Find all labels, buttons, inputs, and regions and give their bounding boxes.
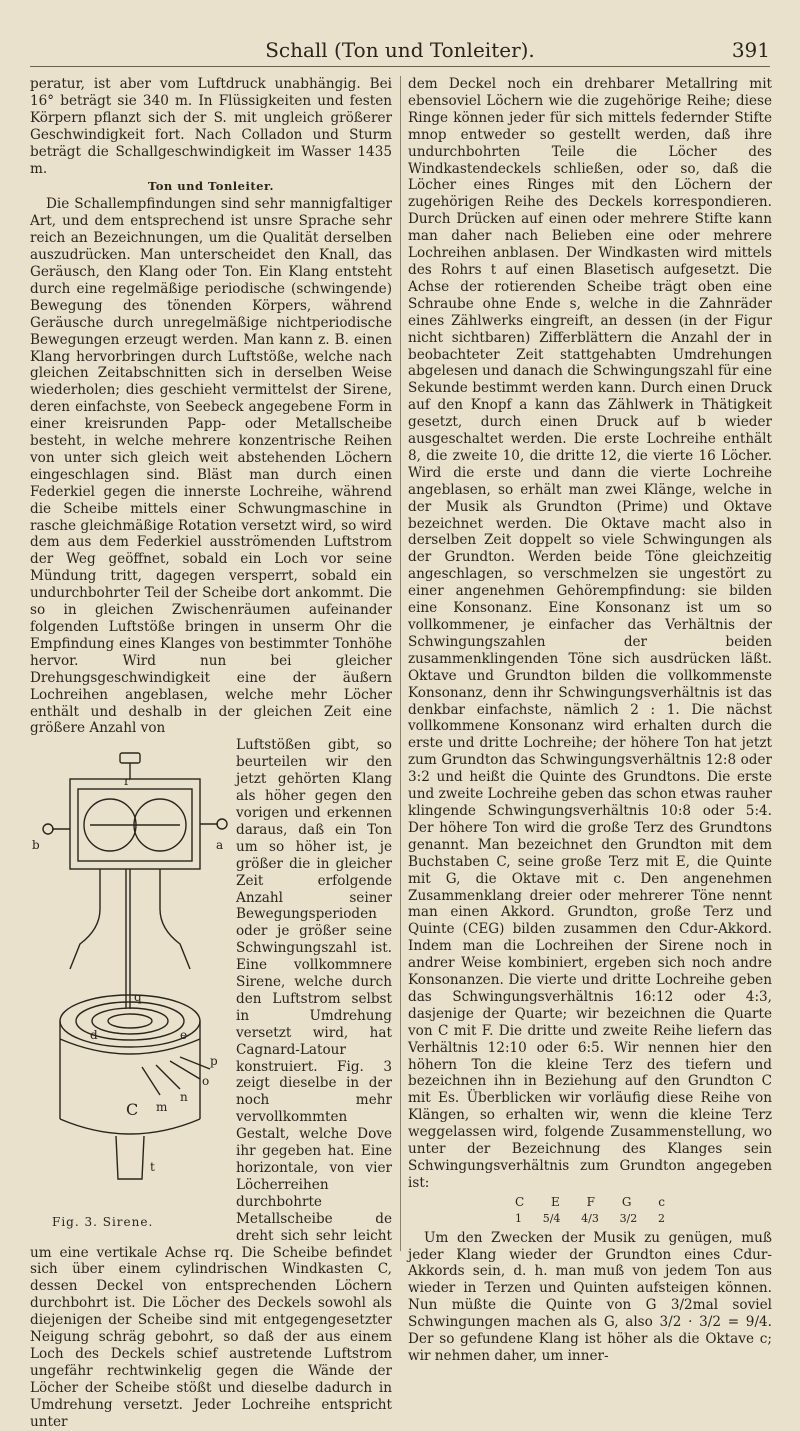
ratio: 4/3 [581, 1211, 599, 1225]
svg-text:C: C [126, 1100, 139, 1120]
section-subheading: Ton und Tonleiter. [148, 179, 274, 194]
page-header [30, 36, 770, 67]
ratio: 5/4 [542, 1211, 561, 1225]
svg-text:d: d [90, 1028, 98, 1043]
ratio: 3/2 [619, 1211, 638, 1225]
ratio: 1 [515, 1211, 522, 1225]
svg-text:a: a [216, 838, 224, 853]
note: F [586, 1194, 595, 1209]
right-column [408, 76, 772, 1365]
svg-text:p: p [210, 1054, 218, 1069]
svg-text:b: b [32, 838, 40, 853]
running-title: Schall (Ton und Tonleiter). [265, 38, 535, 62]
paragraph: Luftstößen gibt, so beurteilen wir den jetzt gehörten Klang als höher gegen den vorigen und erkennen daraus, daß ein Ton um so höher ist, je größer die in gleicher Zeit erfolgende Anzahl seiner Bewegungsperioden oder je größer seine Schwingungszahl ist. Eine vollkommnere Sirene, welche durch den Luftstrom selbst in Umdrehung versetzt wird, hat Cagnard-Latour konstruiert. Fig. 3 zeigt dieselbe in der noch mehr vervollkommten Gestalt, welche Dove ihr gegeben hat. Eine horizontale, von vier Löcherreihen durchbohrte Metallscheibe de dreht sich sehr leicht um eine vertikale Achse rq. Die Scheibe befindet sich über einem cylindrischen Windkasten C, dessen Deckel von entsprechenden Löchern durchbohrt ist. Die Löcher des Deckels sowohl als diejenigen der Scheibe sind mit entgegengesetzter Neigung schräg gebohrt, so daß der aus einem Loch des Deckels schief austretende Luftstrom ungefähr rechtwinkelig gegen die Wände der Löcher der Scheibe stößt und dieselbe dadurch in Umdrehung versetzt. Jeder Lochreihe entspricht unter [30, 737, 392, 1430]
svg-text:e: e [180, 1028, 188, 1043]
note: E [551, 1194, 560, 1209]
ratio: 2 [657, 1211, 665, 1225]
ratio-row [515, 1211, 665, 1228]
note: C [515, 1194, 525, 1209]
svg-text:m: m [156, 1100, 168, 1115]
note-row [515, 1194, 665, 1211]
svg-text:o: o [202, 1074, 210, 1089]
svg-text:q: q [134, 990, 142, 1005]
left-column [30, 76, 392, 1431]
paragraph: peratur, ist aber vom Luftdruck unabhängig. Bei 16° beträgt sie 340 m. In Flüssigkeiten und festen Körpern pflanzt sich der S. mit ungleich größerer Geschwindigkeit fort. Nach Colladon und Sturm beträgt die Schallgeschwindigkeit im Wasser 1435 m. [30, 76, 392, 177]
paragraph: Die Schallempfindungen sind sehr mannigfaltiger Art, und dem entsprechend ist unsre Sprache sehr reich an Bezeichnungen, um die Qualität derselben auszudrücken. Man unterscheidet den Knall, das Geräusch, den Klang oder Ton. Ein Klang entsteht durch eine regelmäßige periodische (schwingende) Bewegung des tönenden Körpers, während Geräusche durch unregelmäßige nichtperiodische Bewegungen erzeugt werden. Man kann z. B. einen Klang hervorbringen durch Luftstöße, welche nach gleichen Zeitabschnitten sich in derselben Weise wiederholen; dies geschieht vermittelst der Sirene, deren einfachste, von Seebeck angegebene Form in einer kreisrunden Papp- oder Metallscheibe besteht, in welche mehrere konzentrische Reihen von unter sich gleich weit abstehenden Löchern eingeschlagen sind. Bläst man durch einen Federkiel gegen die innerste Lochreihe, während die Scheibe mittels einer Schwungmaschine in rasche gleichmäßige Rotation versetzt wird, so wird dem aus dem Federkiel ausströmenden Luftstrom der Weg geöffnet, sobald ein Loch vor seine Mündung tritt, dagegen versperrt, sobald ein undurchbohrter Teil der Scheibe dort ankommt. Die so in gleichen Zwischenräumen aufeinander folgenden Luftstöße bringen in unserm Ohr die Empfindung eines Klanges von bestimmter Tonhöhe hervor. Wird nun bei gleicher Drehungsgeschwindigkeit eine der äußern Lochreihen angeblasen, welche mehr Löcher enthält und deshalb in der gleichen Zeit eine größere Anzahl von [30, 196, 392, 737]
svg-text:r: r [124, 774, 130, 789]
paragraph: dem Deckel noch ein drehbarer Metallring mit ebensoviel Löchern wie die zugehörige Reihe; diese Ringe können jeder für sich mittels federnder Stifte mnop entweder so gestellt werden, daß ihre undurchbohrten Teile die Löcher des Windkastendeckels schließen, oder so, daß die Löcher eines Ringes mit den Löchern der zugehörigen Reihe des Deckels korrespondieren. Durch Drücken auf einen oder mehrere Stifte kann man daher nach Belieben eine oder mehrere Lochreihen anblasen. Der Windkasten wird mittels des Rohrs t auf einen Blasetisch aufgesetzt. Die Achse der rotierenden Scheibe trägt oben eine Schraube ohne Ende s, welche in die Zahnräder eines Zählwerks eingreift, an dessen (in der Figur nicht sichtbaren) Zifferblättern die Anzahl der in beobachteter Zeit stattgehabten Umdrehungen abgelesen und danach die Schwingungszahl für eine Sekunde bestimmt werden kann. Durch einen Druck auf den Knopf a kann das Zählwerk in Thätigkeit gesetzt, durch einen Druck auf b wieder ausgeschaltet werden. Die erste Lochreihe enthält 8, die zweite 10, die dritte 12, die vierte 16 Löcher. Wird die erste und dann die vierte Lochreihe angeblasen, so erhält man zwei Klänge, welche in der Musik als Grundton (Prime) und Oktave bezeichnet werden. Die Oktave macht also in derselben Zeit doppelt so viele Schwingungen als der Grundton. Werden beide Töne gleichzeitig angeschlagen, so verschmelzen sie ungestört zu einer angenehmen Gehörempfindung: sie bilden eine Konsonanz. Eine Konsonanz ist um so vollkommener, je einfacher das Verhältnis der Schwingungszahlen der beiden zusammenklingenden Töne sich ausdrücken läßt. Oktave und Grundton bilden die vollkommenste Konsonanz, denn ihr Schwingungsverhältnis ist das denkbar einfachste, nämlich 2 : 1. Die nächst vollkommene Konsonanz wird erhalten durch die erste und dritte Lochreihe; der höhere Ton hat jetzt zum Grundton das Schwingungsverhältnis 12:8 oder 3:2 und heißt die Quinte des Grundtons. Die erste und zweite Lochreihe geben das schon etwas rauher klingende Schwingungsverhältnis 10:8 oder 5:4. Der höhere Ton wird die große Terz des Grundtons genannt. Man bezeichnet den Grundton mit dem Buchstaben C, seine große Terz mit E, die Quinte mit G, die Oktave mit c. Den angenehmen Zusammenklang dreier oder mehrerer Töne nennt man einen Akkord. Grundton, große Terz und Quinte (CEG) bilden zusammen den Cdur-Akkord. Indem man die Lochreihen der Sirene noch in andrer Weise kombiniert, ergeben sich noch andre Konsonanzen. Die vierte und dritte Lochreihe geben das Schwingungsverhältnis 16:12 oder 4:3, dasjenige der Quarte; wir bezeichnen die Quarte von C mit F. Die dritte und zweite Reihe liefern das Verhältnis 12:10 oder 6:5. Wir nennen hier den höhern Ton die kleine Terz des tiefern und bezeichnen ihn in Beziehung auf den Grundton C mit Es. Überblicken wir vorläufig diese Reihe von Klängen, so erhalten wir, wenn die kleine Terz weggelassen wird, folgende Zusammenstellung, wo unter der Bezeichnung des Klanges sein Schwingungsverhältnis zum Grundton angegeben ist: [408, 76, 772, 1191]
sirene-illustration [30, 739, 228, 1209]
svg-text:n: n [180, 1090, 188, 1105]
svg-text:t: t [150, 1160, 155, 1175]
figure-sirene [30, 739, 228, 1237]
note: c [658, 1194, 665, 1209]
paragraph: Um den Zwecken der Musik zu genügen, muß jeder Klang wieder der Grundton eines Cdur-Akkords sein, d. h. man muß von jedem Ton aus wieder in Terzen und Quinten aufsteigen können. Nun müßte die Quinte von G 3/2mal soviel Schwingungen machen als G, also 3/2 · 3/2 = 9/4. Der so gefundene Klang ist höher als die Oktave c; wir nehmen daher, um inner- [408, 1229, 772, 1364]
figure-caption: Fig. 3. Sirene. [52, 1215, 154, 1230]
page-number: 391 [731, 38, 770, 62]
note: G [621, 1194, 632, 1209]
column-divider [400, 76, 401, 1251]
